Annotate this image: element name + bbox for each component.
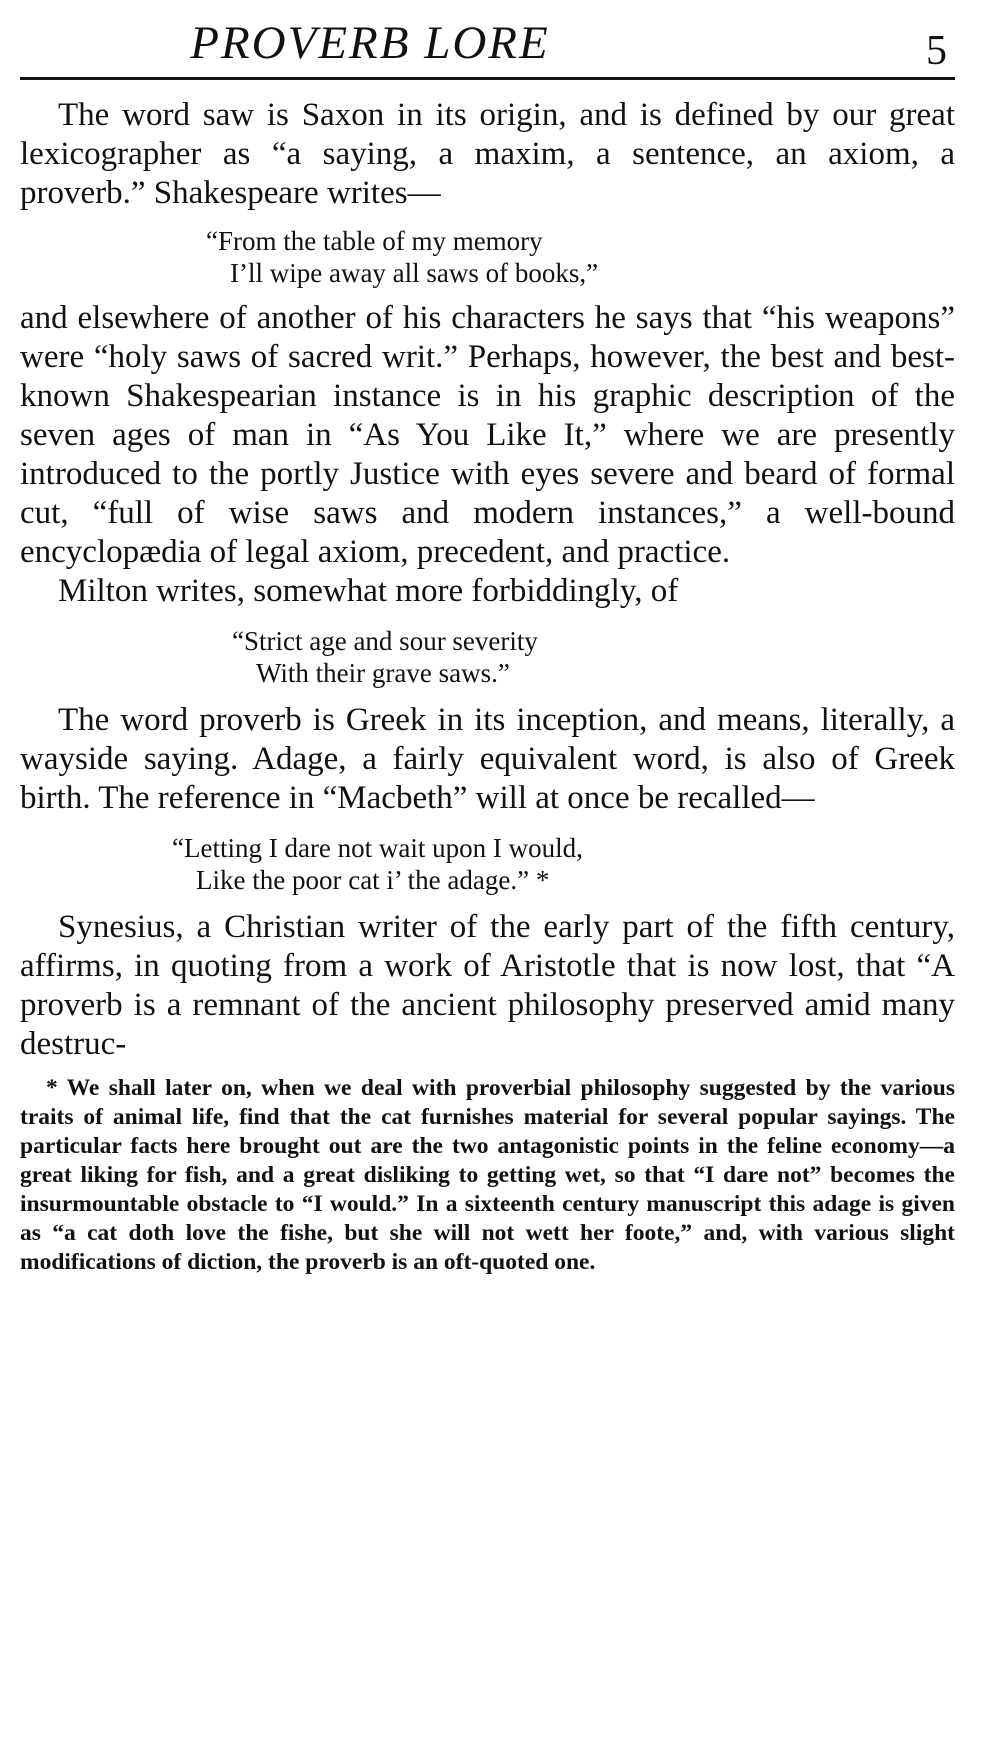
quote-line: “Strict age and sour severity <box>232 626 538 656</box>
quote-milton <box>232 625 955 689</box>
paragraph-synesius: Synesius, a Christian writer of the early part of the fifth century, affirms, in quoting from a work of Aristotle that is now lost, that “A proverb is a remnant of the ancient philosophy preserved amid many destruc- <box>20 909 955 1062</box>
quote-line: I’ll wipe away all saws of books,” <box>230 258 599 288</box>
quote-macbeth <box>172 832 955 896</box>
quote-line: “Letting I dare not wait upon I would, <box>172 833 583 863</box>
paragraph-shakespeare-saws: and elsewhere of another of his characters he says that “his weapons” were “holy saws of sacred writ.” Perhaps, however, the best and best-known Shakespearian instance is in his graphic description of the seven ages of man in “As You Like It,” where we are presently introduced to the portly Justice with eyes severe and beard of formal cut, “full of wise saws and modern instances,” a well-bound encyclopædia of legal axiom, precedent, and practice. <box>20 300 955 570</box>
paragraph-saw-origin: The word saw is Saxon in its origin, and is defined by our great lexicographer as “a saying, a maxim, a sentence, an axiom, a proverb.” Shakespeare writes— <box>20 97 955 211</box>
quote-line: “From the table of my memory <box>206 226 543 256</box>
page-body <box>20 96 955 1277</box>
quote-line: With their grave saws.” <box>256 658 510 688</box>
header-rule <box>20 77 955 80</box>
footnote: * We shall later on, when we deal with proverbial philosophy suggested by the various traits of animal life, find that the cat furnishes material for several popular sayings. The particular facts here brought out are the two antagonistic points in the feline economy—a great liking for fish, and a great disliking to getting wet, so that “I dare not” becomes the insurmountable obstacle to “I would.” In a sixteenth century manuscript this adage is given as “a cat doth love the fishe, but she will not wett her foote,” and, with various slight modifications of diction, the proverb is an oft-quoted one. <box>20 1075 955 1275</box>
running-title: PROVERB LORE <box>190 17 550 69</box>
running-head <box>20 14 955 72</box>
page-number: 5 <box>926 28 947 74</box>
quote-line: Like the poor cat i’ the adage.” * <box>196 865 550 895</box>
paragraph-proverb-origin: The word proverb is Greek in its inception, and means, literally, a wayside saying. Adage, a fairly equivalent word, is also of Greek birth. The reference in “Macbeth” will at once be recalled— <box>20 702 955 816</box>
paragraph-milton: Milton writes, somewhat more forbiddingly, of <box>58 573 679 609</box>
quote-shakespeare-memory <box>206 225 955 289</box>
